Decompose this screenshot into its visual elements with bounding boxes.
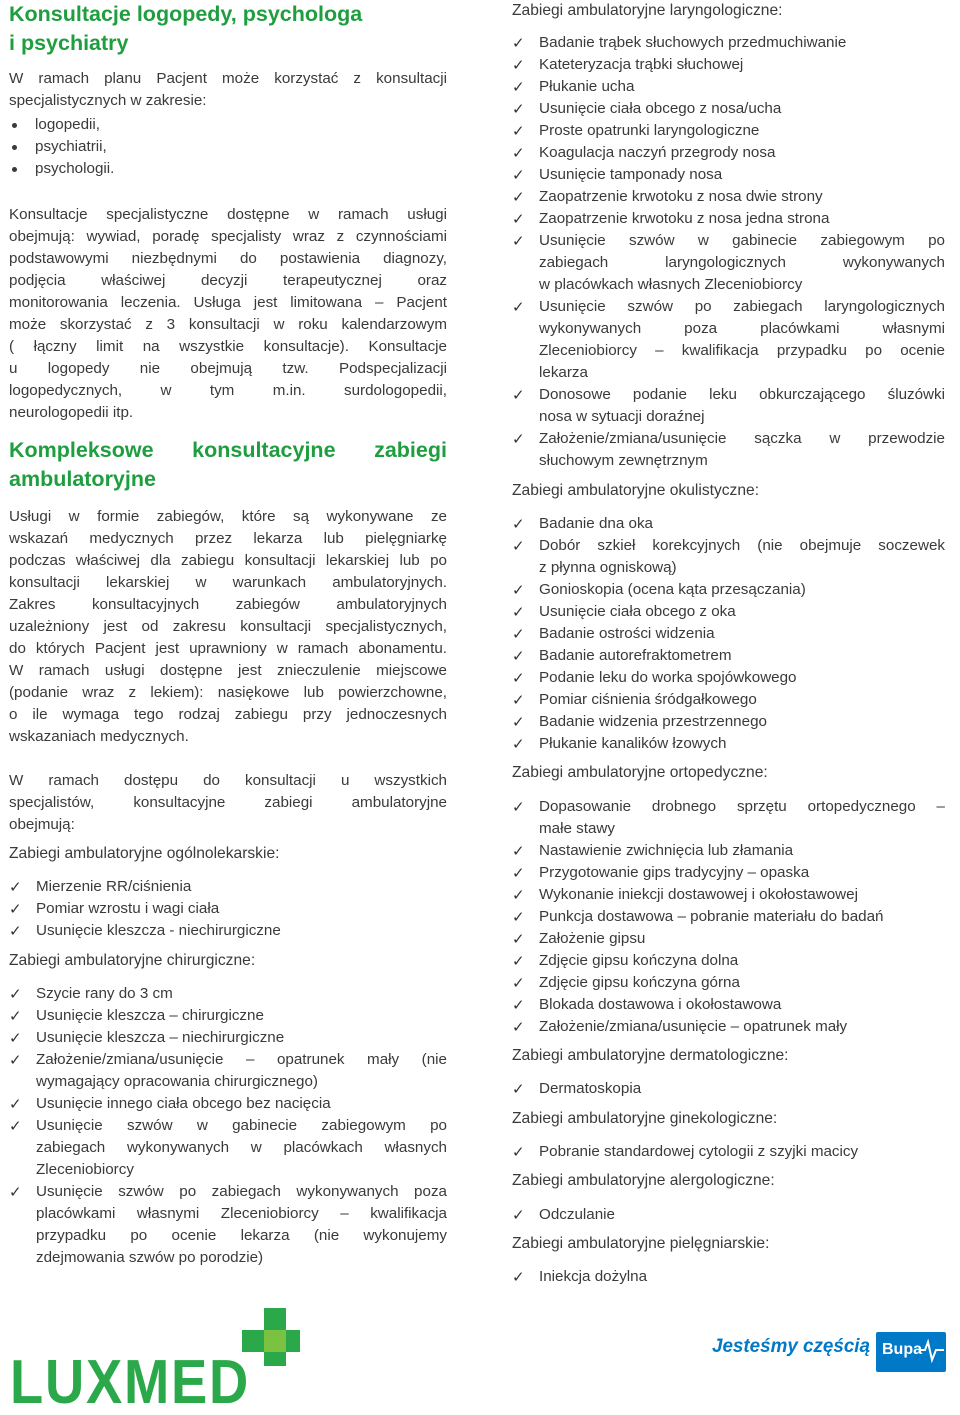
ortho-list (512, 796, 945, 1038)
checklist-item-text: Badanie ostrości widzenia (539, 625, 715, 642)
checklist-item (512, 579, 945, 601)
specialty-list (9, 114, 447, 180)
heading-surgical: Zabiegi ambulatoryjne chirurgiczne: (9, 952, 256, 969)
checklist-item-text: Usunięcie tamponady nosa (539, 166, 723, 183)
checklist-item-text: małe stawy (539, 820, 615, 837)
checklist-item-text: Donosowe podanie leku obkurczającego śluzówki (539, 386, 945, 403)
checklist-item-text: Szycie rany do 3 cm (36, 985, 173, 1002)
checklist-item (512, 796, 945, 840)
checklist-item (9, 1027, 447, 1049)
checklist-item (9, 1093, 447, 1115)
checklist-item-text: Zdjęcie gipsu kończyna dolna (539, 952, 739, 969)
paragraph-line: może skorzystać z 3 konsultacji w roku kalendarzowym (9, 316, 447, 333)
paragraph-line: Zakres konsultacyjnych zabiegów ambulatoryjnych (9, 596, 447, 613)
checkmark-icon: ✓ (9, 1007, 22, 1025)
checklist-item-text: Założenie/zmiana/usunięcie – opatrunek mały (539, 1018, 848, 1035)
checklist-item-text: Założenie/zmiana/usunięcie – opatrunek mały (nie (36, 1051, 447, 1068)
heading-derm: Zabiegi ambulatoryjne dermatologiczne: (512, 1047, 789, 1064)
section-title-consultations: Konsultacje logopedy, psychologa i psychiatry (9, 2, 363, 55)
checkmark-icon: ✓ (512, 537, 525, 555)
checklist-item (512, 906, 945, 928)
checklist-item-text: Badanie trąbek słuchowych przedmuchiwanie (539, 34, 847, 51)
checklist-item-text: Nastawienie zwichnięcia lub złamania (539, 842, 794, 859)
checklist-item-text: zabiegach wykonywanych w placówkach własnych (36, 1139, 447, 1156)
checklist-item-text: Usunięcie kleszcza - niechirurgiczne (36, 922, 281, 939)
checkmark-icon: ✓ (512, 386, 525, 404)
checklist-item-text: Zleceniobiorcy – kwalifikacja przypadku po ocenie (539, 342, 945, 359)
checklist-item (9, 1181, 447, 1269)
checkmark-icon: ✓ (512, 232, 525, 250)
checkmark-icon: ✓ (512, 515, 525, 533)
checklist-item (512, 711, 945, 733)
checklist-item-text: zabiegach laryngologicznych wykonywanych (539, 254, 945, 271)
checklist-item (512, 601, 945, 623)
paragraph-line: W ramach planu Pacjent może korzystać z konsultacji (9, 70, 447, 87)
checkmark-icon: ✓ (512, 188, 525, 206)
general-list (9, 876, 447, 942)
paragraph-line: specjalistów, konsultacyjne zabiegi ambulatoryjne (9, 794, 447, 811)
checklist-item (9, 898, 447, 920)
heading-eye: Zabiegi ambulatoryjne okulistyczne: (512, 482, 760, 499)
paragraph-line: wskazaniach medycznych. (9, 728, 189, 745)
paragraph-line: u logopedy nie obejmują tzw. Podspecjalizacji (9, 360, 447, 377)
checklist-item-text: zdejmowania szwów po porodzie) (36, 1249, 264, 1266)
checkmark-icon: ✓ (512, 625, 525, 643)
bullet-item: psychologii. (9, 158, 447, 180)
paragraph-line: logopedycznych, w tym m.in. surdologopedii, (9, 382, 447, 399)
checklist-item-text: Dobór szkieł korekcyjnych (nie obejmuje soczewek (539, 537, 945, 554)
paragraph-line: obejmują: (9, 816, 75, 833)
checklist-item (512, 1141, 945, 1163)
heading-allergy: Zabiegi ambulatoryjne alergologiczne: (512, 1172, 775, 1189)
paragraph-line: ( łączny limit na wszystkie konsultacje). Konsultacje (9, 338, 447, 355)
procedures-description (9, 506, 447, 748)
derm-list (512, 1078, 945, 1100)
checkmark-icon: ✓ (512, 798, 525, 816)
checklist-item (512, 994, 945, 1016)
checklist-item-text: Proste opatrunki laryngologiczne (539, 122, 760, 139)
luxmed-logo (10, 1308, 300, 1413)
checklist-item-text: Usunięcie szwów po zabiegach laryngologicznych (539, 298, 945, 315)
paragraph-line: wskazań medycznych przez lekarza lub pielęgniarkę (9, 530, 447, 547)
nurse-list (512, 1266, 945, 1288)
checklist-item-text: Dopasowanie drobnego sprzętu ortopedycznego – (539, 798, 945, 815)
checklist-item (512, 689, 945, 711)
checkmark-icon: ✓ (512, 974, 525, 992)
gyn-list (512, 1141, 945, 1163)
checklist-item-text: Usunięcie innego ciała obcego bez nacięcia (36, 1095, 331, 1112)
checklist-item (512, 1078, 945, 1100)
checklist-item (512, 208, 945, 230)
checklist-item (512, 623, 945, 645)
access-description (9, 770, 447, 836)
paragraph-line: Usługi w formie zabiegów, które są wykonywane ze (9, 508, 447, 525)
checkmark-icon: ✓ (512, 886, 525, 904)
checkmark-icon: ✓ (512, 122, 525, 140)
checkmark-icon: ✓ (9, 878, 22, 896)
checklist-item-text: wykonywanych poza placówkami własnymi (539, 320, 945, 337)
checklist-item-text: Koagulacja naczyń przegrody nosa (539, 144, 776, 161)
allergy-list (512, 1204, 945, 1226)
checklist-item (512, 667, 945, 689)
checklist-item (512, 230, 945, 296)
slogan-text: Jesteśmy częścią (712, 1336, 871, 1357)
checkmark-icon: ✓ (512, 713, 525, 731)
eye-list (512, 513, 945, 755)
heading-laryng: Zabiegi ambulatoryjne laryngologiczne: (512, 2, 783, 19)
paragraph-line: obejmują: wywiad, poradę specjalisty wraz z czynnościami (9, 228, 447, 245)
checklist-item-text: Podanie leku do worka spojówkowego (539, 669, 797, 686)
checkmark-icon: ✓ (512, 864, 525, 882)
paragraph-line: podczas właściwej dla zabiegu konsultacji lekarskiej lub po (9, 552, 447, 569)
checklist-item-text: wymagający opracowania chirurgicznego) (36, 1073, 318, 1090)
checklist-item (512, 32, 945, 54)
checkmark-icon: ✓ (9, 1183, 22, 1201)
heading-ortho: Zabiegi ambulatoryjne ortopedyczne: (512, 764, 768, 781)
checklist-item (512, 98, 945, 120)
checklist-item (512, 950, 945, 972)
paragraph-line: podjęcia właściwej decyzji terapeutycznej oraz (9, 272, 447, 289)
checkmark-icon: ✓ (512, 842, 525, 860)
checkmark-icon: ✓ (512, 1268, 525, 1286)
checklist-item (512, 733, 945, 755)
checklist-item (512, 840, 945, 862)
checklist-item (9, 983, 447, 1005)
section-title-procedures: Kompleksowe konsultacyjne zabiegi ambulatoryjne (9, 438, 447, 491)
checkmark-icon: ✓ (512, 1143, 525, 1161)
checkmark-icon: ✓ (9, 1029, 22, 1047)
bupa-logo (712, 1332, 952, 1377)
checkmark-icon: ✓ (512, 166, 525, 184)
checkmark-icon: ✓ (512, 78, 525, 96)
checklist-item-text: Usunięcie ciała obcego z oka (539, 603, 736, 620)
checkmark-icon: ✓ (9, 1095, 22, 1113)
checkmark-icon: ✓ (512, 298, 525, 316)
checkmark-icon: ✓ (512, 1206, 525, 1224)
paragraph-line: monitorowania leczenia. Usługa jest limitowana – Pacjent (9, 294, 447, 311)
paragraph-line: podstawowymi niezbędnymi do postawienia diagnozy, (9, 250, 447, 267)
paragraph-line: uzależniony jest od zakresu konsultacji specjalistycznych, (9, 618, 447, 635)
checklist-item-text: z płynna ogniskową) (539, 559, 677, 576)
bupa-wordmark: Bupa (882, 1341, 922, 1358)
checkmark-icon: ✓ (512, 908, 525, 926)
checkmark-icon: ✓ (512, 581, 525, 599)
surgical-list (9, 983, 447, 1269)
paragraph-line: W ramach usługi dostępne jest znieczulenie miejscowe (9, 662, 447, 679)
checkmark-icon: ✓ (512, 1018, 525, 1036)
checkmark-icon: ✓ (512, 647, 525, 665)
checklist-item (512, 535, 945, 579)
checklist-item (512, 884, 945, 906)
checklist-item (512, 54, 945, 76)
checkmark-icon: ✓ (9, 1117, 22, 1135)
checkmark-icon: ✓ (9, 985, 22, 1003)
paragraph-line: konsultacji lekarskiej w warunkach ambulatoryjnych. (9, 574, 447, 591)
checkmark-icon: ✓ (512, 56, 525, 74)
paragraph-line: W ramach dostępu do konsultacji u wszystkich (9, 772, 447, 789)
heading-general: Zabiegi ambulatoryjne ogólnolekarskie: (9, 845, 280, 862)
checklist-item-text: Usunięcie szwów po zabiegach wykonywanych poza (36, 1183, 447, 1200)
checklist-item-text: Badanie dna oka (539, 515, 654, 532)
checkmark-icon: ✓ (512, 996, 525, 1014)
checklist-item-text: Dermatoskopia (539, 1080, 642, 1097)
checklist-item-text: Gonioskopia (ocena kąta przesączania) (539, 581, 806, 598)
checklist-item (512, 428, 945, 472)
checklist-item-text: Założenie/zmiana/usunięcie sączka w przewodzie (539, 430, 945, 447)
checklist-item-text: Badanie autorefraktometrem (539, 647, 732, 664)
paragraph-line: specjalistycznych w zakresie: (9, 92, 207, 109)
svg-text:LUXMED: LUXMED (10, 1348, 250, 1408)
checklist-item-text: Założenie gipsu (539, 930, 646, 947)
checklist-item (512, 384, 945, 428)
checkmark-icon: ✓ (9, 1051, 22, 1069)
checklist-item (9, 920, 447, 942)
laryng-list (512, 32, 945, 472)
checklist-item (512, 296, 945, 384)
checklist-item-text: Pobranie standardowej cytologii z szyjki macicy (539, 1143, 859, 1160)
checklist-item-text: Badanie widzenia przestrzennego (539, 713, 767, 730)
bullet-item: logopedii, (9, 114, 447, 136)
checkmark-icon: ✓ (512, 669, 525, 687)
checklist-item-text: Usunięcie szwów w gabinecie zabiegowym po (36, 1117, 447, 1134)
checklist-item-text: Pomiar wzrostu i wagi ciała (36, 900, 220, 917)
checklist-item (512, 1016, 945, 1038)
checklist-item (512, 186, 945, 208)
checklist-item (9, 1049, 447, 1093)
checklist-item-text: Punkcja dostawowa – pobranie materiału do badań (539, 908, 884, 925)
checklist-item-text: placówkami własnymi Zleceniobiorcy – kwalifikacja (36, 1205, 447, 1222)
checklist-item (512, 76, 945, 98)
checklist-item (512, 120, 945, 142)
paragraph-line: (podanie wraz z lekiem): nasiękowe lub powierzchowne, (9, 684, 447, 701)
checklist-item-text: Płukanie ucha (539, 78, 635, 95)
checklist-item (512, 1204, 945, 1226)
paragraph-line: do których Pacjent jest uprawniony w ramach abonamentu. (9, 640, 447, 657)
intro-paragraph (9, 68, 447, 112)
checklist-item-text: Zaopatrzenie krwotoku z nosa jedna strona (539, 210, 830, 227)
checklist-item (512, 972, 945, 994)
checklist-item-text: przypadku po ocenie lekarza (nie wykonujemy (36, 1227, 447, 1244)
checklist-item-text: nosa w sytuacji doraźnej (539, 408, 705, 425)
checklist-item (512, 928, 945, 950)
checklist-item (512, 164, 945, 186)
checklist-item (512, 862, 945, 884)
checklist-item-text: Blokada dostawowa i okołostawowa (539, 996, 782, 1013)
checkmark-icon: ✓ (512, 735, 525, 753)
checklist-item-text: Mierzenie RR/ciśnienia (36, 878, 192, 895)
checkmark-icon: ✓ (512, 603, 525, 621)
checkmark-icon: ✓ (512, 930, 525, 948)
checkmark-icon: ✓ (512, 210, 525, 228)
checklist-item-text: Odczulanie (539, 1206, 615, 1223)
checklist-item-text: Płukanie kanalików łzowych (539, 735, 727, 752)
checkmark-icon: ✓ (512, 34, 525, 52)
checklist-item-text: lekarza (539, 364, 588, 381)
checklist-item-text: Kateteryzacja trąbki słuchowej (539, 56, 744, 73)
checklist-item (512, 645, 945, 667)
checklist-item (512, 1266, 945, 1288)
checklist-item-text: Usunięcie ciała obcego z nosa/ucha (539, 100, 782, 117)
checklist-item (9, 1115, 447, 1181)
checklist-item-text: Usunięcie kleszcza – niechirurgiczne (36, 1029, 285, 1046)
checklist-item-text: Zdjęcie gipsu kończyna górna (539, 974, 740, 991)
checklist-item-text: Wykonanie iniekcji dostawowej i okołostawowej (539, 886, 858, 903)
bullet-item: psychiatrii, (9, 136, 447, 158)
checklist-item-text: Pomiar ciśnienia śródgałkowego (539, 691, 757, 708)
paragraph-line: Konsultacje specjalistyczne dostępne w ramach usługi (9, 206, 447, 223)
checkmark-icon: ✓ (9, 900, 22, 918)
checkmark-icon: ✓ (512, 144, 525, 162)
checklist-item-text: słuchowym zewnętrznym (539, 452, 708, 469)
paragraph-line: o ile wymaga tego rodzaj zabiegu przy jednoczesnych (9, 706, 447, 723)
consultation-description (9, 204, 447, 424)
checklist-item-text: w placówkach własnych Zleceniobiorcy (539, 276, 803, 293)
checklist-item (9, 1005, 447, 1027)
checkmark-icon: ✓ (9, 922, 22, 940)
heading-nurse: Zabiegi ambulatoryjne pielęgniarskie: (512, 1235, 770, 1252)
checkmark-icon: ✓ (512, 952, 525, 970)
checklist-item-text: Przygotowanie gips tradycyjny – opaska (539, 864, 810, 881)
checkmark-icon: ✓ (512, 430, 525, 448)
checklist-item (9, 876, 447, 898)
checkmark-icon: ✓ (512, 100, 525, 118)
checklist-item-text: Usunięcie kleszcza – chirurgiczne (36, 1007, 264, 1024)
checklist-item-text: Zaopatrzenie krwotoku z nosa dwie strony (539, 188, 823, 205)
checkmark-icon: ✓ (512, 691, 525, 709)
heading-gyn: Zabiegi ambulatoryjne ginekologiczne: (512, 1110, 778, 1127)
checklist-item-text: Iniekcja dożylna (539, 1268, 648, 1285)
checklist-item (512, 142, 945, 164)
checklist-item (512, 513, 945, 535)
checklist-item-text: Zleceniobiorcy (36, 1161, 134, 1178)
paragraph-line: neurologopedii itp. (9, 404, 134, 421)
checklist-item-text: Usunięcie szwów w gabinecie zabiegowym po (539, 232, 945, 249)
checkmark-icon: ✓ (512, 1080, 525, 1098)
